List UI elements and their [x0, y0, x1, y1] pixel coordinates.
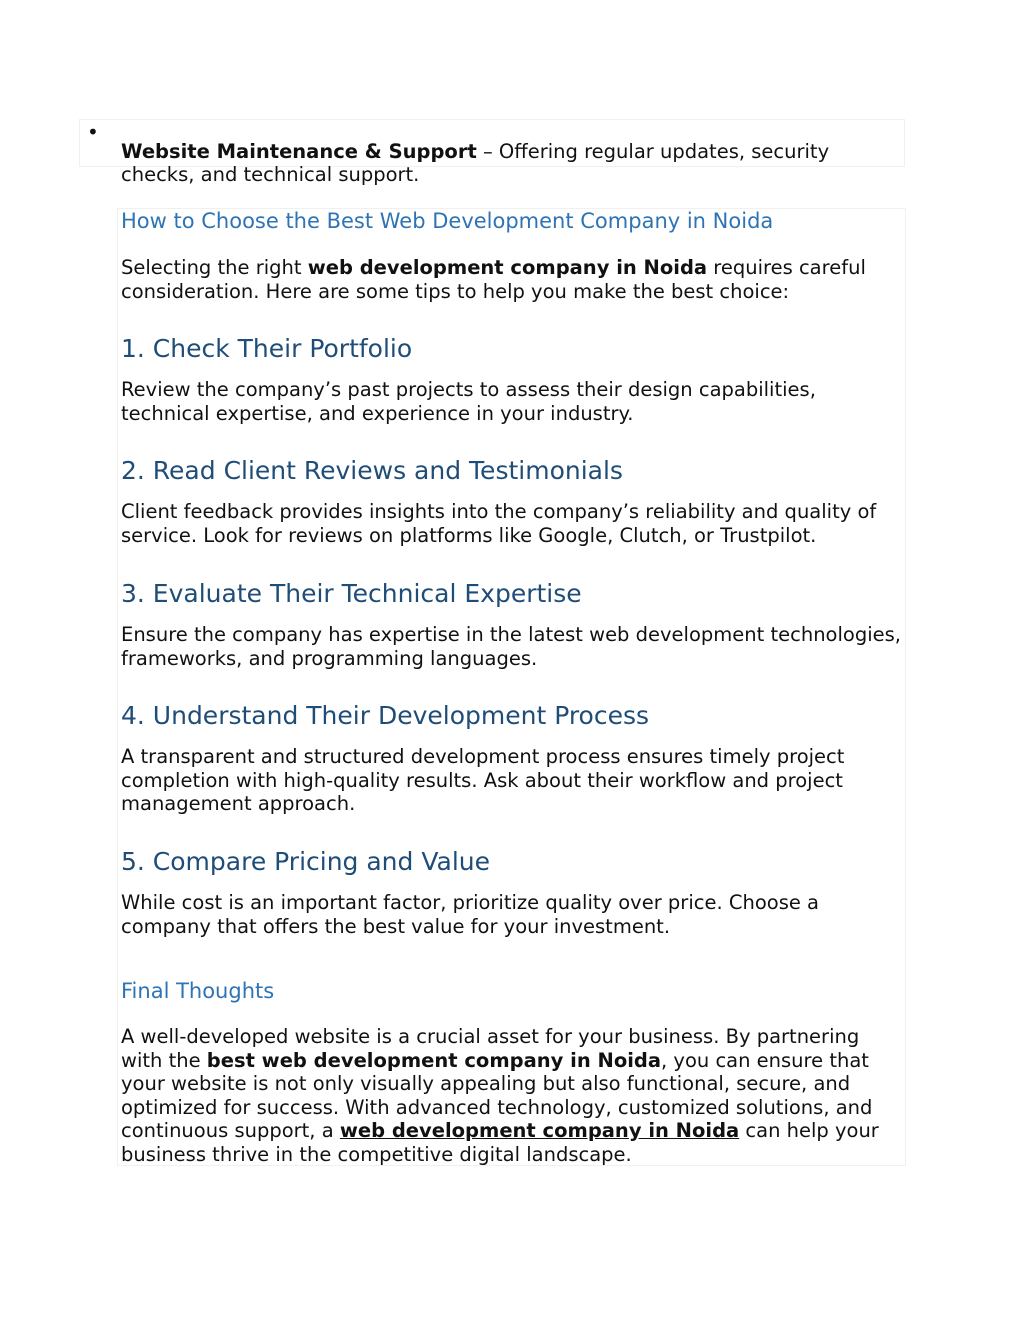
- tip-3-text: Ensure the company has expertise in the latest web development technologies, frameworks, and programming languages.: [121, 623, 901, 670]
- final-post: can help your business thrive in the competitive digital landscape.: [121, 1119, 879, 1166]
- bullet-item: [121, 140, 901, 187]
- tip-2-title: 2. Read Client Reviews and Testimonials: [121, 456, 623, 485]
- section-heading: How to Choose the Best Web Development Company in Noida: [121, 209, 774, 233]
- bullet-item-text: – Offering regular updates, security checks, and technical support.: [121, 139, 830, 186]
- final-pre: A well-developed website is a crucial asset for your business. By partnering with the: [121, 1025, 860, 1072]
- tip-4-text: A transparent and structured development process ensures timely project completion with high-quality results. Ask about their workflow and project management approach.: [121, 745, 845, 815]
- bullet-item-bold: Website Maintenance & Support: [121, 139, 477, 163]
- final-mid: , you can ensure that your website is not only visually appealing but also functional, secure, and optimized for success. With advanced technology, customized solutions, and continuous support, a: [121, 1048, 873, 1142]
- tip-5-title: 5. Compare Pricing and Value: [121, 847, 490, 876]
- web-development-link[interactable]: web development company in Noida: [339, 1119, 740, 1142]
- tip-1-title: 1. Check Their Portfolio: [121, 334, 413, 363]
- tip-1-text: Review the company’s past projects to assess their design capabilities, technical expertise, and experience in your industry.: [121, 378, 816, 425]
- intro-paragraph: [121, 256, 905, 303]
- tip-3-title: 3. Evaluate Their Technical Expertise: [121, 579, 582, 608]
- intro-pre: Selecting the right: [121, 256, 308, 279]
- final-paragraph: [121, 1025, 905, 1166]
- final-bold: best web development company in Noida: [206, 1048, 662, 1072]
- bullet-marker: •: [87, 120, 99, 144]
- final-heading: Final Thoughts: [121, 979, 275, 1003]
- tip-4-title: 4. Understand Their Development Process: [121, 701, 650, 730]
- tip-5-text: While cost is an important factor, prioritize quality over price. Choose a company that offers the best value for your investment.: [121, 891, 820, 938]
- tip-2-text: Client feedback provides insights into the company’s reliability and quality of service. Look for reviews on platforms like Google, Clutch, or Trustpilot.: [121, 500, 877, 547]
- intro-bold: web development company in Noida: [307, 256, 708, 279]
- intro-post: requires careful consideration. Here are some tips to help you make the best choice:: [121, 256, 866, 303]
